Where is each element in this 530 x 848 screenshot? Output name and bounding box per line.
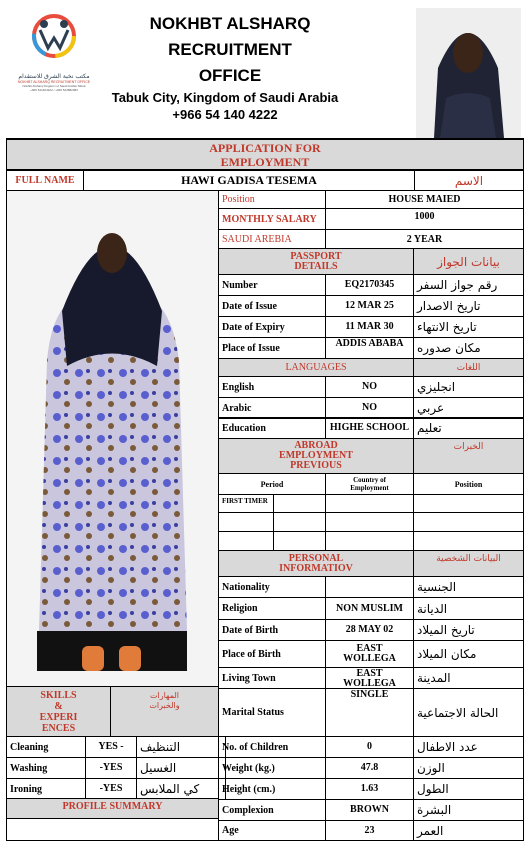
passport-row-label-ar [413,316,524,338]
languages-heading: LANGUAGES [218,358,414,377]
company-phone: +966 54 140 4222 [172,107,278,122]
profile-summary-body [6,818,219,841]
personal-row-label-text: Religion [222,603,258,614]
abroad-col-country: Country of Employment [325,473,414,495]
position-label: Position [218,190,326,209]
language-row-value-text: HIGHE SCHOOL [329,422,410,433]
personal-row-value-text: 23 [364,824,375,836]
skill-row-label [6,736,86,758]
skill-row-label-text: Washing [10,762,48,774]
personal-row-label-text: Complexion [222,804,274,816]
language-row-label-ar-text: عربي [417,401,445,415]
personal-row-value-text: 0 [367,741,372,752]
saudi-label: SAUDI AREBIA [218,229,326,249]
passport-row-value [325,295,414,317]
language-row-label-text: Education [222,422,266,434]
language-row-label-ar [413,376,524,398]
personal-row-label-ar [413,688,524,737]
personal-row-label-ar [413,597,524,620]
language-row-label-text: English [222,381,255,393]
abroad-cell [413,512,524,532]
personal-row-value-text: NON MUSLIM [336,602,403,614]
passport-row-value-text: ADDIS ABABA [335,338,404,349]
passport-row-label-text: Number [222,279,258,291]
skill-row-label-ar [136,736,226,758]
personal-row-value [325,778,414,800]
passport-row-label-ar [413,274,524,296]
full-name-label: FULL NAME [6,170,84,191]
passport-heading: PASSPORT DETAILS [218,248,414,275]
skill-row-label-ar-text: كي الملابس [140,782,200,796]
abroad-cell [273,494,326,513]
personal-row-value [325,799,414,821]
skill-row-value-text: -YES [99,783,123,794]
passport-row-value [325,316,414,338]
personal-row-label [218,597,326,620]
personal-row-label-ar-text: عدد الاطفال [417,740,478,754]
skill-row-label-ar [136,757,226,779]
personal-row-value [325,640,414,668]
company-logo [14,8,94,92]
abroad-row-first: FIRST TIMER [218,494,274,513]
passport-row-value-text: 11 MAR 30 [345,321,394,332]
language-row-label-ar [413,397,524,419]
personal-row-label [218,688,326,737]
personal-row-label [218,640,326,668]
company-name-line3: OFFICE [198,66,262,85]
skills-heading: SKILLS & EXPERI ENCES [6,686,111,737]
abroad-cell [413,531,524,551]
language-row-value-text: NO [362,381,377,392]
passport-row-label-text: Date of Expiry [222,321,285,333]
language-row-label-ar-text: تعليم [417,421,442,435]
salary-label: MONTHLY SALARY [218,208,326,230]
personal-row-label-ar-text: الجنسية [417,580,457,594]
personal-row-label-text: Living Town [222,672,276,684]
languages-heading-ar: اللغات [413,358,524,377]
language-row-value [325,376,414,398]
passport-heading-ar: بيانات الجواز [413,248,524,275]
personal-row-value-text: 1.63 [360,783,379,794]
passport-row-value-text: EQ2170345 [344,279,395,290]
passport-row-label [218,337,326,359]
personal-row-label-ar [413,736,524,758]
skill-row-value [85,757,137,779]
abroad-col-period: Period [218,473,326,495]
full-body-photo [6,190,219,687]
skill-row-label-text: Ironing [10,783,43,795]
personal-row-label-ar [413,640,524,668]
personal-row-value-text: 47.8 [360,762,379,773]
language-row-label [218,417,326,439]
language-row-label-ar-text: انجليزي [417,380,456,394]
passport-row-label-ar-text: تاريخ الانتهاء [417,320,477,334]
abroad-cell [273,512,326,532]
personal-row-label-ar-text: الطول [417,782,449,796]
personal-row-label-ar [413,799,524,821]
skill-row-label [6,778,86,800]
personal-heading: PERSONAL INFORMATIOV [218,550,414,577]
portrait-photo [416,8,521,138]
personal-row-value [325,688,414,737]
personal-row-label-ar [413,619,524,641]
language-row-label [218,397,326,419]
abroad-cell [325,494,414,513]
personal-row-label-ar-text: تاريخ الميلاد [417,623,475,637]
personal-row-label-ar [413,757,524,779]
passport-row-value [325,274,414,296]
profile-summary-heading: PROFILE SUMMARY [6,798,219,819]
logo-english-text: NOKHBT ALSHARQ RECRUITMENT OFFICE [17,80,91,84]
skill-row-label [6,757,86,779]
personal-row-value [325,667,414,689]
personal-heading-ar: البيانات الشخصية [413,550,524,577]
personal-row-label-ar [413,667,524,689]
personal-row-value-text: 28 MAY 02 [345,624,394,635]
personal-row-label-ar-text: مكان الميلاد [417,647,477,661]
language-row-value [325,397,414,419]
skill-row-value [85,736,137,758]
company-name-line2: RECRUITMENT [168,40,292,59]
passport-row-label-text: Place of Issue [222,342,280,354]
personal-row-label-text: Height (cm.) [222,783,276,795]
language-row-value [325,417,414,439]
personal-row-label-ar-text: الحالة الاجتماعية [417,705,499,720]
personal-row-label-text: Nationality [222,581,270,593]
language-row-label [218,376,326,398]
personal-row-label-ar [413,820,524,841]
abroad-cell [218,531,274,551]
logo-sub-text: Nokhbt Alsharq Kingdom of Saudi Arabia Tabuk [22,84,86,88]
company-name-line1: NOKHBT ALSHARQ [149,14,311,33]
abroad-cell [325,531,414,551]
passport-row-label [218,316,326,338]
abroad-heading-ar: الخبرات [413,438,524,474]
passport-row-label [218,274,326,296]
passport-row-value-text: 12 MAR 25 [345,300,394,311]
passport-row-label-ar-text: مكان صدوره [417,341,481,355]
abroad-col-position: Position [413,473,524,495]
personal-row-label [218,778,326,800]
passport-row-label-ar [413,337,524,359]
position-value: HOUSE MAIED [325,190,524,209]
personal-row-label-text: Place of Birth [222,648,281,660]
skill-row-label-text: Cleaning [10,741,49,753]
skills-heading-ar: المهارات والخبرات [110,686,219,737]
logo-phone: +966 541404222 / +966 544882083 [30,88,78,92]
personal-row-label-text: Age [222,825,239,836]
personal-row-label-ar [413,778,524,800]
application-title: APPLICATION FOR EMPLOYMENT [6,139,524,170]
abroad-heading: ABROAD EMPLOYMENT PREVIOUS [218,438,414,474]
passport-row-label-text: Date of Issue [222,300,277,312]
personal-row-label-ar-text: الوزن [417,761,445,775]
personal-row-label [218,619,326,641]
language-row-label-text: Arabic [222,402,252,414]
full-name-label-ar: الاسم [414,170,524,191]
personal-row-label-text: Marital Status [222,707,284,718]
personal-row-value [325,736,414,758]
full-name-value: HAWI GADISA TESEMA [83,170,415,191]
salary-value: 1000 [325,208,524,230]
personal-row-value-text: EAST WOLLEGA [343,668,396,689]
personal-row-value [325,597,414,620]
skill-row-value-text: YES - [98,741,124,752]
personal-row-label [218,576,326,598]
personal-row-value-text: BROWN [350,804,389,815]
personal-row-value-text: SINGLE [350,689,389,700]
personal-row-value [325,576,414,598]
personal-row-label-ar-text: المدينة [417,671,451,685]
language-row-label-ar [413,417,524,439]
personal-row-label-text: No. of Children [222,741,289,753]
skill-row-label-ar-text: الغسيل [140,761,177,775]
passport-row-label-ar [413,295,524,317]
personal-row-label-ar-text: العمر [417,823,444,838]
personal-row-label [218,799,326,821]
passport-row-label-ar-text: رقم جواز السفر [417,278,498,292]
personal-row-label-text: Date of Birth [222,624,279,636]
personal-row-label [218,667,326,689]
abroad-cell [218,512,274,532]
personal-row-value [325,619,414,641]
personal-row-value-text: EAST WOLLEGA [343,643,396,664]
passport-row-value [325,337,414,359]
personal-row-value [325,820,414,841]
personal-row-label-ar-text: الديانة [417,601,448,616]
passport-row-label [218,295,326,317]
passport-row-label-ar-text: تاريخ الاصدار [417,299,481,313]
abroad-cell [273,531,326,551]
personal-row-label [218,820,326,841]
language-row-value-text: NO [362,402,377,413]
personal-row-label-ar [413,576,524,598]
personal-row-label [218,736,326,758]
abroad-cell [325,512,414,532]
skill-row-label-ar-text: التنظيف [140,740,181,754]
personal-row-label [218,757,326,779]
logo-arabic-text: مكتب نخبة الشرق للاستقدام [18,73,90,80]
personal-row-label-text: Weight (kg.) [222,762,275,774]
skill-row-label-ar [136,778,226,800]
saudi-value: 2 YEAR [325,229,524,249]
skill-row-value-text: -YES [99,762,123,773]
personal-row-label-ar-text: البشرة [417,803,452,817]
abroad-cell [413,494,524,513]
skill-row-value [85,778,137,800]
personal-row-value [325,757,414,779]
company-city: Tabuk City, Kingdom of Saudi Arabia [111,90,339,105]
